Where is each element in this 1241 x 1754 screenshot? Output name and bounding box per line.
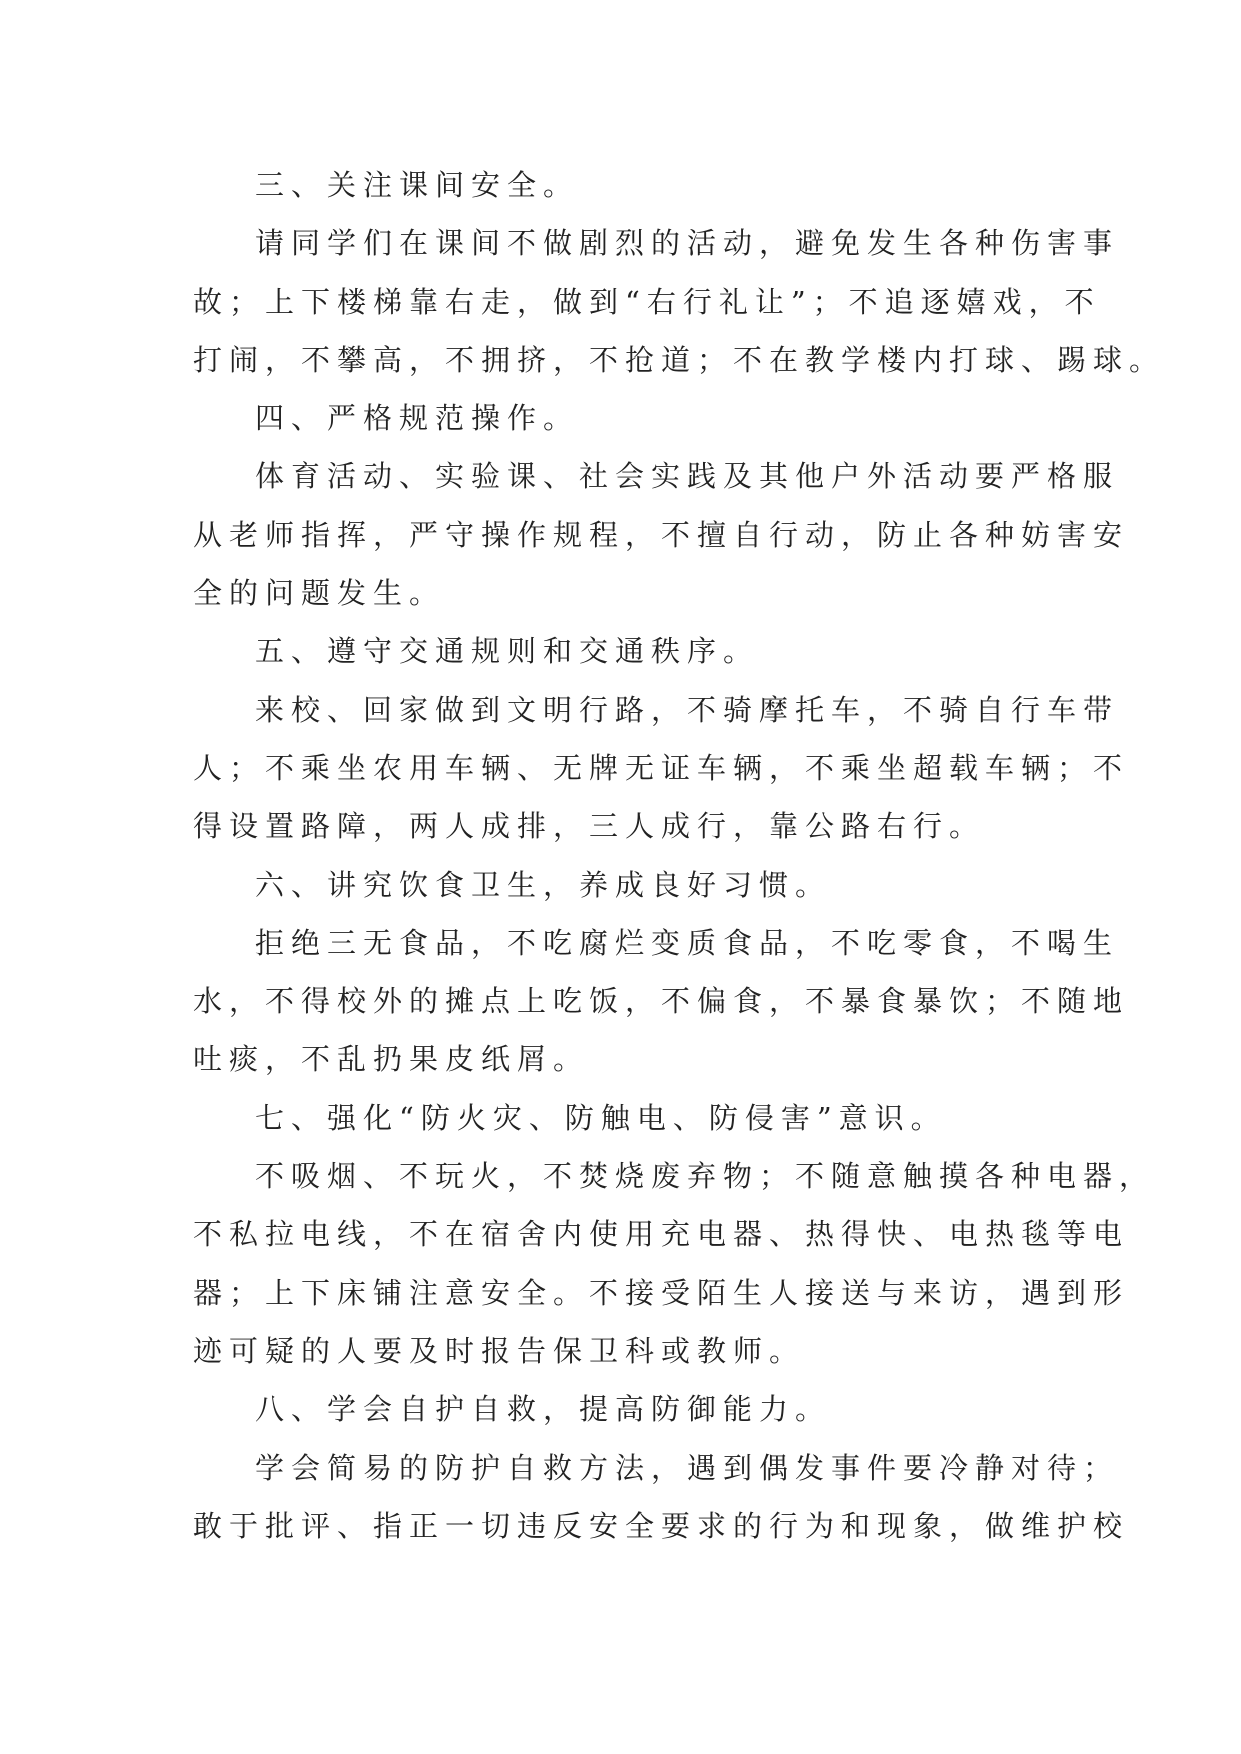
paragraph-line: 器；上下床铺注意安全。不接受陌生人接送与来访，遇到形 [193,1275,1130,1310]
heading-6: 六、讲究饮食卫生，养成良好习惯。 [255,867,832,902]
paragraph-line: 全的问题发生。 [193,576,446,611]
paragraph-line: 来校、回家做到文明行路，不骑摩托车，不骑自行车带 [255,692,1120,727]
paragraph-line: 吐痰，不乱扔果皮纸屑。 [193,1042,590,1077]
heading-4: 四、严格规范操作。 [255,401,580,436]
heading-7: 七、强化“防火灾、防触电、防侵害”意识。 [255,1100,947,1135]
paragraph-line: 不吸烟、不玩火，不焚烧废弃物；不随意触摸各种电器， [255,1159,1156,1194]
paragraph-line: 从老师指挥，严守操作规程，不擅自行动，防止各种妨害安 [193,517,1130,552]
heading-5: 五、遵守交通规则和交通秩序。 [255,634,760,669]
paragraph-line: 故；上下楼梯靠右走，做到“右行礼让”；不追逐嬉戏，不 [193,284,1101,319]
document-body [193,156,1166,1555]
paragraph-line: 学会简易的防护自救方法，遇到偶发事件要冷静对待； [255,1450,1120,1485]
paragraph-line: 得设置路障，两人成排，三人成行，靠公路右行。 [193,809,986,844]
paragraph-line: 敢于批评、指正一切违反安全要求的行为和现象，做维护校 [193,1508,1130,1543]
paragraph-line: 水，不得校外的摊点上吃饭，不偏食，不暴食暴饮；不随地 [193,984,1130,1019]
paragraph-line: 拒绝三无食品，不吃腐烂变质食品，不吃零食，不喝生 [255,925,1120,960]
paragraph-line: 请同学们在课间不做剧烈的活动，避免发生各种伤害事 [255,226,1120,261]
paragraph-line: 人；不乘坐农用车辆、无牌无证车辆，不乘坐超载车辆；不 [193,750,1130,785]
paragraph-line: 迹可疑的人要及时报告保卫科或教师。 [193,1333,806,1368]
paragraph-line: 不私拉电线，不在宿舍内使用充电器、热得快、电热毯等电 [193,1217,1130,1252]
paragraph-line: 体育活动、实验课、社会实践及其他户外活动要严格服 [255,459,1120,494]
paragraph-line: 打闹，不攀高，不拥挤，不抢道；不在教学楼内打球、踢球。 [193,342,1166,377]
heading-3: 三、关注课间安全。 [255,168,580,202]
heading-8: 八、学会自护自救，提高防御能力。 [255,1392,832,1427]
